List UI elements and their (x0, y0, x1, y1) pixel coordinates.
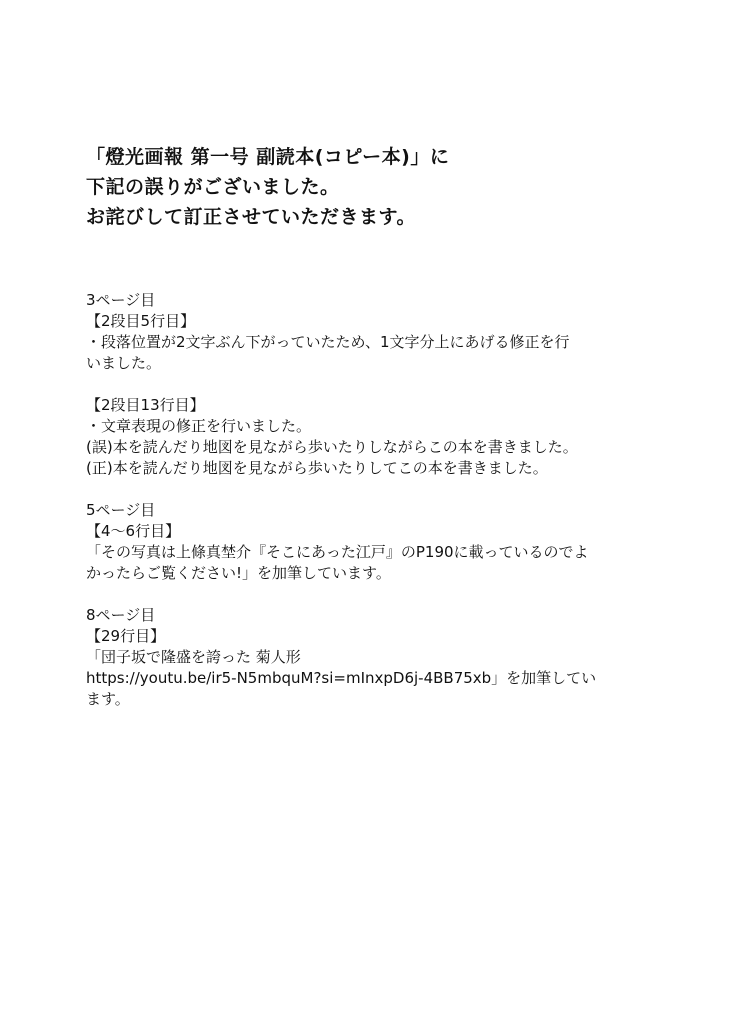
errata-section-page-3-a (86, 290, 686, 374)
correction-text: ・段落位置が2文字ぶん下がっていたため、1文字分上にあげる修正を行 (86, 333, 570, 351)
errata-heading (86, 142, 686, 232)
correction-text: ・文章表現の修正を行いました。 (86, 417, 312, 435)
line-reference: 【2段目13行目】 (86, 396, 205, 414)
errata-section-page-8 (86, 605, 686, 710)
heading-line-3: お詫びして訂正させていただきます。 (86, 206, 416, 228)
correction-text: いました。 (86, 354, 162, 372)
errata-section-page-3-b (86, 395, 686, 479)
page-reference: 8ページ目 (86, 606, 156, 624)
errata-body (86, 290, 686, 731)
correction-text: (誤)本を読んだり地図を見ながら歩いたりしながらこの本を書きました。 (86, 438, 578, 456)
correction-text: (正)本を読んだり地図を見ながら歩いたりしてこの本を書きました。 (86, 459, 548, 477)
errata-section-page-5 (86, 500, 686, 584)
line-reference: 【2段目5行目】 (86, 312, 196, 330)
correction-text: ます。 (86, 690, 130, 708)
correction-text: 「団子坂で隆盛を誇った 菊人形 (86, 648, 301, 666)
line-reference: 【4〜6行目】 (86, 522, 181, 540)
page-reference: 3ページ目 (86, 291, 156, 309)
line-reference: 【29行目】 (86, 627, 166, 645)
heading-line-2: 下記の誤りがございました。 (86, 176, 340, 198)
heading-line-1: 「燈光画報 第一号 副読本(コピー本)」に (86, 146, 450, 168)
correction-text: かったらご覧ください!」を加筆しています。 (86, 564, 391, 582)
correction-text: 「その写真は上條真埜介『そこにあった江戸』のP190に載っているのでよ (86, 543, 589, 561)
correction-url-text: https://youtu.be/ir5-N5mbquM?si=mInxpD6j-4BB75xb」を加筆してい (86, 669, 597, 687)
page-reference: 5ページ目 (86, 501, 156, 519)
